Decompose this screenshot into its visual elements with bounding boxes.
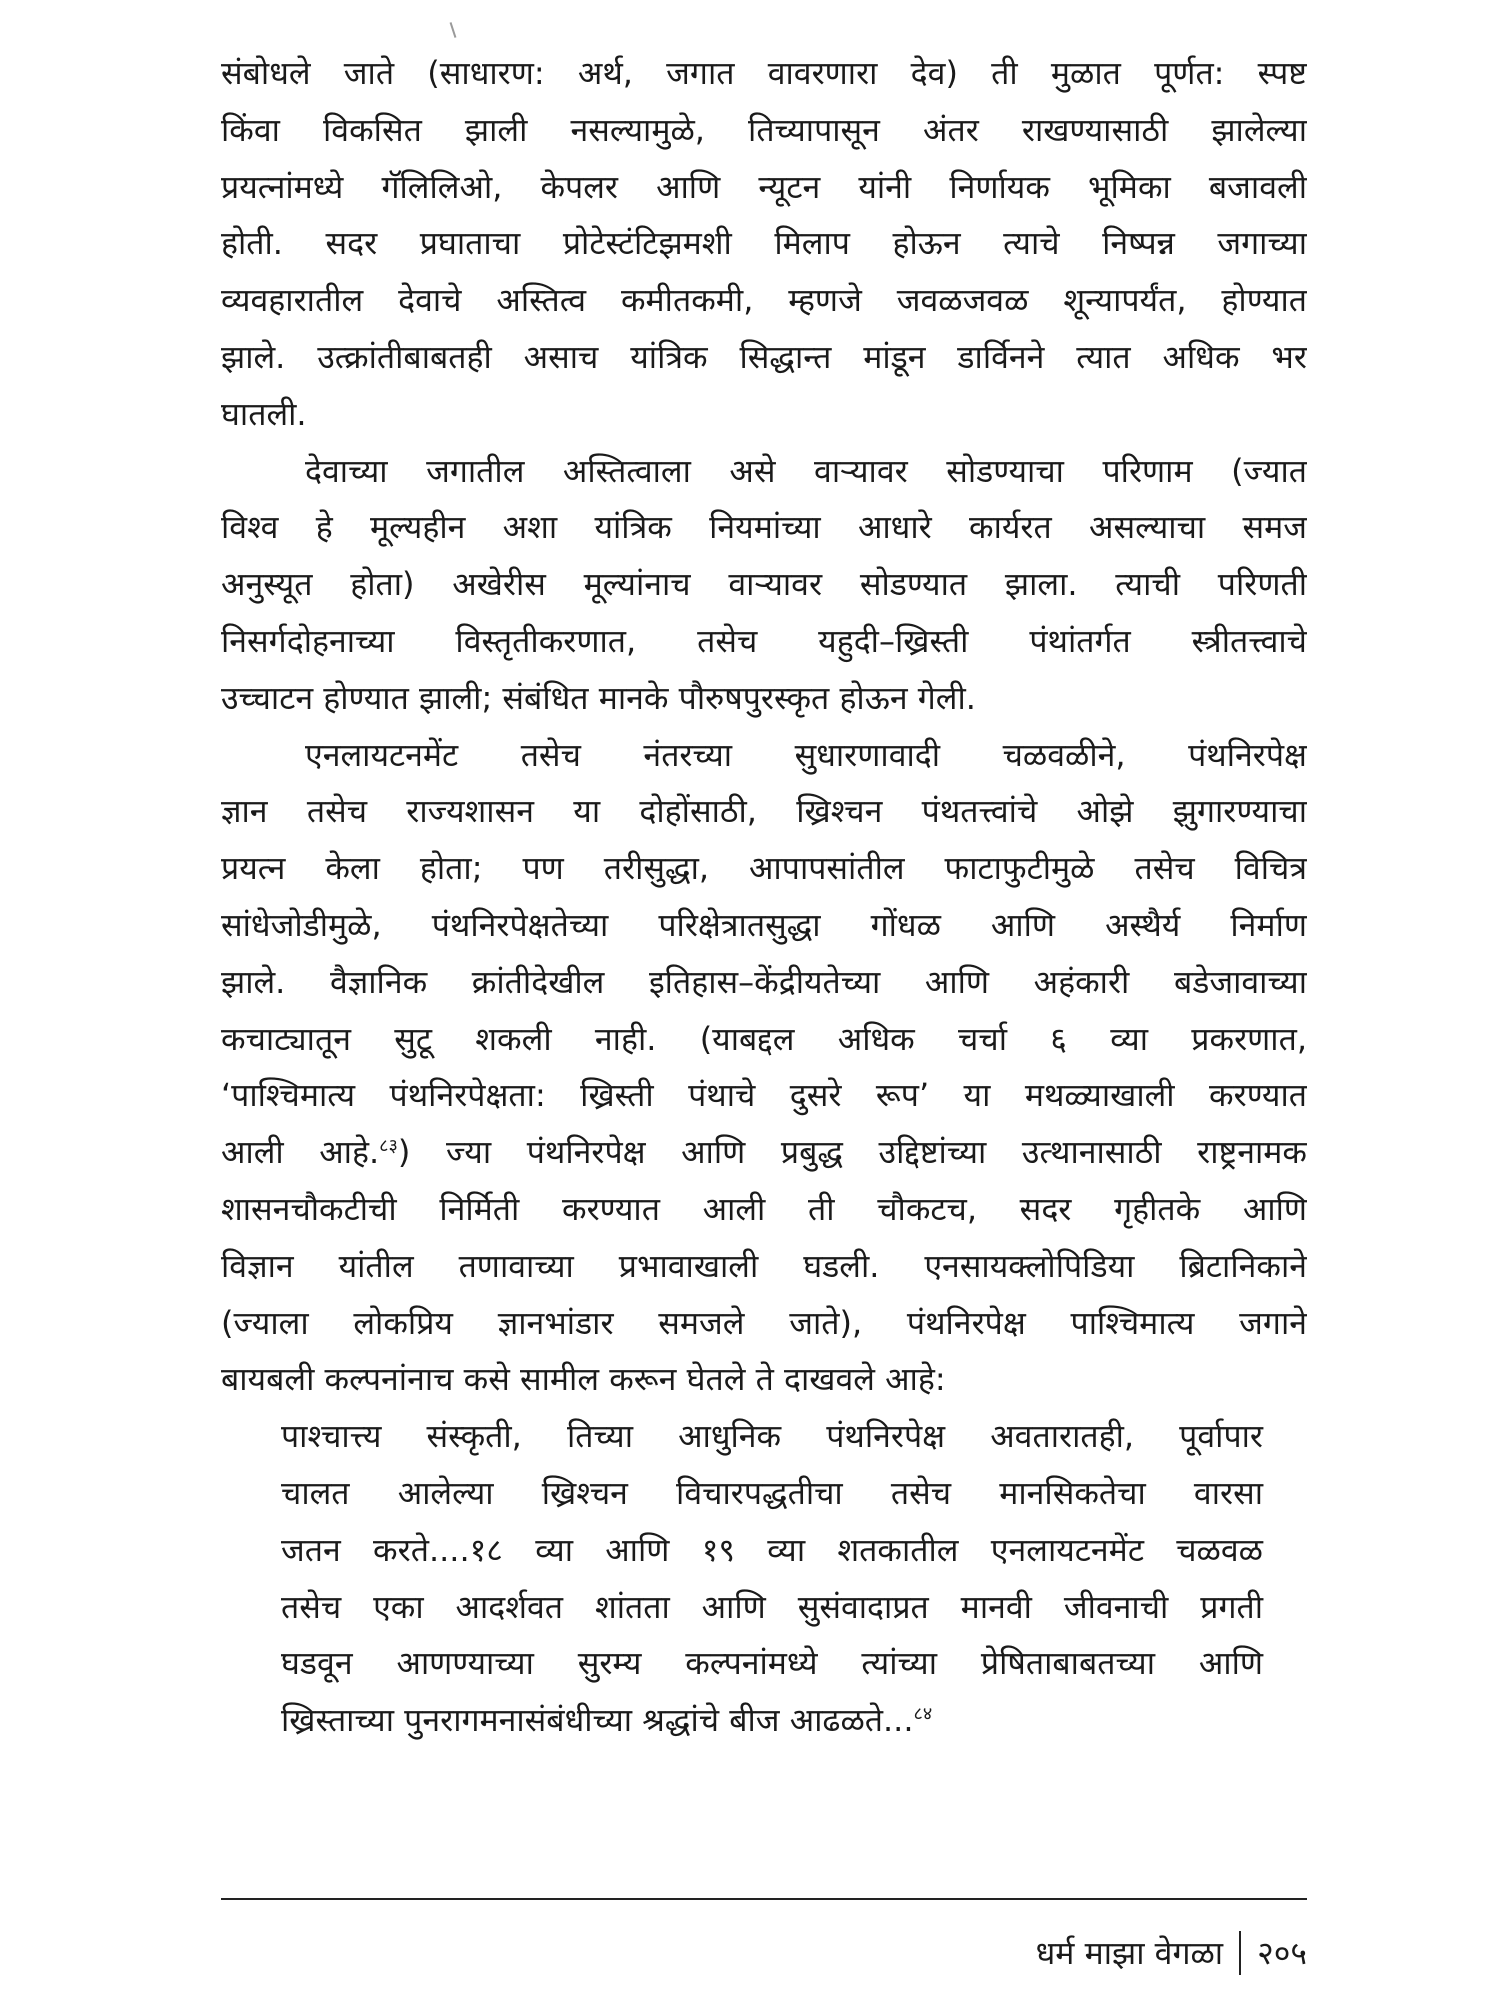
text-line: झाले. वैज्ञानिक क्रांतीदेखील इतिहास–केंद्रीयतेच्या आणि अहंकारी बडेजावाच्या [221,962,1307,1001]
text-fragment: आली आहे. [221,1133,380,1172]
text-fragment: ख्रिस्ताच्या पुनरागमनासंबंधीच्या श्रद्धांचे बीज आढळते... [281,1701,914,1740]
body-text [221,45,1307,1749]
text-line: प्रयत्न केला होता; पण तरीसुद्धा, आपापसांतील फाटाफुटीमुळे तसेच विचित्र [221,849,1307,888]
page-footer [1036,1931,1307,1975]
page-number: २०५ [1257,1934,1307,1972]
text-line: होती. सदर प्रघाताचा प्रोटेस्टंटिझमशी मिलाप होऊन त्याचे निष्पन्न जगाच्या [221,224,1307,263]
paragraph-2 [221,443,1307,727]
footnote-ref-83[interactable]: ८३ [379,1135,398,1157]
quote-line: पाश्चात्त्य संस्कृती, तिच्या आधुनिक पंथनिरपेक्ष अवतारातही, पूर्वापार [281,1417,1263,1456]
text-line: सांधेजोडीमुळे, पंथनिरपेक्षतेच्या परिक्षेत्रातसुद्धा गोंधळ आणि अस्थैर्य निर्माण [221,905,1307,944]
text-line: अनुस्यूत होता) अखेरीस मूल्यांनाच वाऱ्यावर सोडण्यात झाला. त्याची परिणती [221,565,1307,604]
quote-line-with-footnote [221,1692,1307,1749]
text-line: ‘पाश्चिमात्य पंथनिरपेक्षता: ख्रिस्ती पंथाचे दुसरे रूप’ या मथळ्याखाली करण्यात [221,1076,1307,1115]
paragraph-1 [221,45,1307,443]
text-line: बायबली कल्पनांनाच कसे सामील करून घेतले ते दाखवले आहे: [221,1360,946,1399]
block-quote [221,1408,1307,1749]
text-line-with-footnote [221,1124,1307,1181]
footnote-ref-84[interactable]: ८४ [913,1703,933,1725]
quote-line: घडवून आणण्याच्या सुरम्य कल्पनांमध्ये त्यांच्या प्रेषिताबाबतच्या आणि [281,1644,1263,1683]
paragraph-3 [221,727,1307,1409]
text-line: संबोधले जाते (साधारण: अर्थ, जगात वावरणारा देव) ती मुळात पूर्णत: स्पष्ट [221,54,1307,92]
text-line: विज्ञान यांतील तणावाच्या प्रभावाखाली घडली. एनसायक्लोपिडिया ब्रिटानिकाने [221,1246,1307,1285]
text-line: किंवा विकसित झाली नसल्यामुळे, तिच्यापासून अंतर राखण्यासाठी झालेल्या [221,110,1307,149]
text-line: निसर्गदोहनाच्या विस्तृतीकरणात, तसेच यहुदी–ख्रिस्ती पंथांतर्गत स्त्रीतत्त्वाचे [221,621,1307,660]
text-line: विश्व हे मूल्यहीन अशा यांत्रिक नियमांच्या आधारे कार्यरत असल्याचा समज [221,508,1307,547]
quote-line: चालत आलेल्या ख्रिश्चन विचारपद्धतीचा तसेच मानसिकतेचा वारसा [281,1473,1263,1512]
text-line: प्रयत्नांमध्ये गॅलिलिओ, केपलर आणि न्यूटन यांनी निर्णायक भूमिका बजावली [221,167,1307,206]
text-line: झाले. उत्क्रांतीबाबतही असाच यांत्रिक सिद्धान्त मांडून डार्विनने त्यात अधिक भर [221,337,1307,376]
quote-line: जतन करते....१८ व्या आणि १९ व्या शतकातील एनलायटनमेंट चळवळ [281,1530,1263,1569]
text-line: व्यवहारातील देवाचे अस्तित्व कमीतकमी, म्हणजे जवळजवळ शून्यापर्यंत, होण्यात [221,281,1307,320]
text-line: शासनचौकटीची निर्मिती करण्यात आली ती चौकटच, सदर गृहीतके आणि [221,1189,1307,1228]
quote-line: तसेच एका आदर्शवत शांतता आणि सुसंवादाप्रत मानवी जीवनाची प्रगती [281,1587,1263,1626]
text-line: घातली. [221,394,307,433]
scan-mark [450,22,457,38]
text-line: कचाट्यातून सुटू शकली नाही. (याबद्दल अधिक चर्चा ६ व्या प्रकरणात, [221,1019,1307,1058]
book-title: धर्म माझा वेगळा [1035,1934,1224,1972]
text-line: एनलायटनमेंट तसेच नंतरच्या सुधारणावादी चळवळीने, पंथनिरपेक्ष [305,735,1307,774]
text-line: देवाच्या जगातील अस्तित्वाला असे वाऱ्यावर सोडण्याचा परिणाम (ज्यात [305,451,1307,490]
footer-rule [221,1898,1307,1900]
text-line: ज्ञान तसेच राज्यशासन या दोहोंसाठी, ख्रिश्चन पंथतत्त्वांचे ओझे झुगारण्याचा [221,792,1307,831]
footer-separator [1239,1931,1241,1975]
text-line: उच्चाटन होण्यात झाली; संबंधित मानके पौरुषपुरस्कृत होऊन गेली. [221,678,976,717]
text-line: (ज्याला लोकप्रिय ज्ञानभांडार समजले जाते), पंथनिरपेक्ष पाश्चिमात्य जगाने [221,1303,1307,1342]
text-fragment: ) ज्या पंथनिरपेक्ष आणि प्रबुद्ध उद्दिष्टांच्या उत्थानासाठी राष्ट्रनामक [397,1133,1307,1172]
